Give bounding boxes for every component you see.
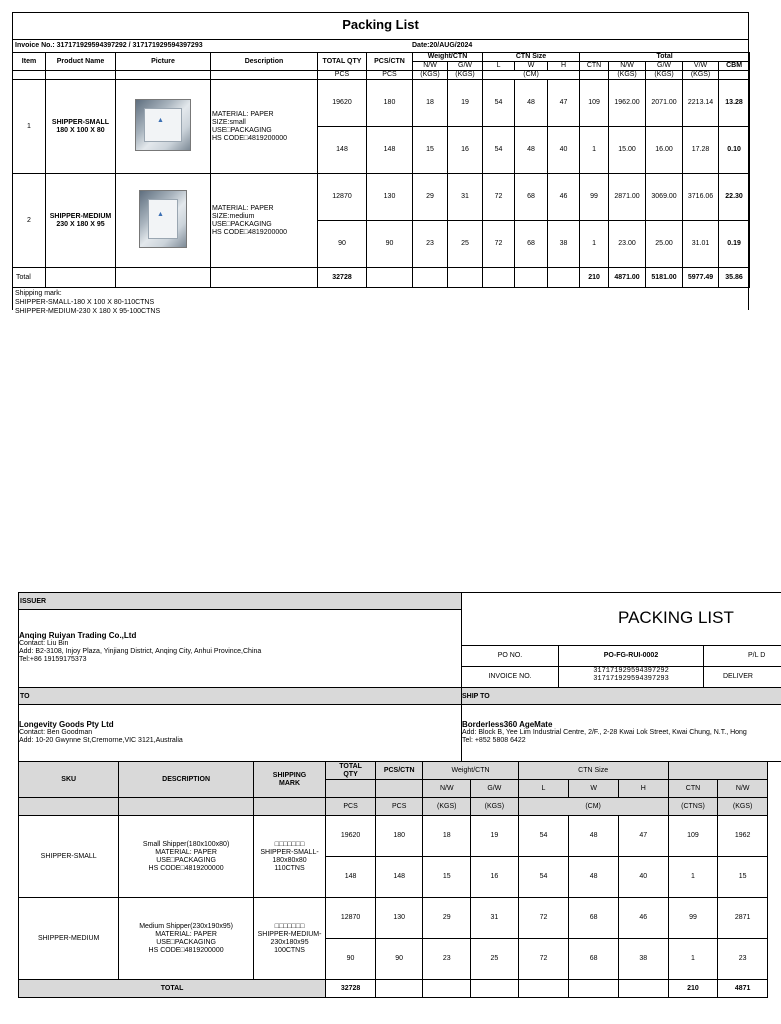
table-cell: 90 [318, 221, 367, 268]
table-cell: 1 [580, 221, 609, 268]
table-cell: 2871 [718, 898, 768, 939]
description-line: USE□PACKAGING [212, 220, 272, 228]
table-cell: 99 [580, 174, 609, 221]
product-description [119, 816, 253, 898]
table-cell: 1 [580, 127, 609, 174]
col-pcs-ctn: PCS/CTN [375, 762, 423, 780]
table-cell: 3716.06 [683, 174, 719, 221]
table-cell: 16.00 [646, 127, 683, 174]
table-cell: 68 [515, 174, 548, 221]
table-cell: 54 [518, 816, 569, 857]
table-cell: 38 [548, 221, 580, 268]
invoice-value-2: 317171929594397293 [593, 675, 669, 683]
table-cell: 180 [375, 816, 423, 857]
shipping-mark [253, 898, 325, 980]
unit-ctns: (CTNS) [668, 798, 718, 816]
table-cell: 0.10 [719, 127, 750, 174]
table-cell: 2071.00 [646, 80, 683, 127]
table-cell: 72 [483, 221, 515, 268]
col-pcs-ctn: PCS/CTN [367, 53, 413, 71]
table-cell: 17.28 [683, 127, 719, 174]
unit-pcs: PCS [326, 798, 376, 816]
description-line: USE□PACKAGING [156, 856, 216, 864]
to-address: Add: 10-20 Gwynne St,Cremorne,VIC 3121,Australia [19, 737, 183, 744]
description-line: USE□PACKAGING [156, 938, 216, 946]
product-picture [116, 174, 211, 268]
invoice-label: INVOICE NO. [488, 673, 532, 680]
table-cell: 0.19 [719, 221, 750, 268]
mark-line: 180x80x80 [272, 856, 307, 864]
table-cell: 18 [423, 816, 471, 857]
description-line: MATERIAL: PAPER [212, 204, 274, 212]
to-contact: Contact: Ben Goodman [19, 729, 93, 736]
unit-pcs: PCS [367, 71, 413, 80]
table-cell: 15 [413, 127, 448, 174]
total-qty: 32728 [326, 980, 376, 998]
col-gw: G/W [471, 780, 519, 798]
description-line: Medium Shipper(230x190x95) [139, 922, 233, 930]
table-cell: 23 [413, 221, 448, 268]
table-cell: 23 [423, 939, 471, 980]
unit-kgs: (KGS) [683, 71, 719, 80]
table-cell: 1 [668, 857, 718, 898]
ship-to-tel: Tel: +852 5808 6422 [462, 737, 526, 744]
table-cell: 109 [580, 80, 609, 127]
product-name: SHIPPER-SMALL 180 X 100 X 80 [46, 80, 116, 174]
table-cell: 15 [718, 857, 768, 898]
col-gw: G/W [448, 62, 483, 71]
description-line: USE□PACKAGING [212, 126, 272, 134]
table-cell: 13.28 [719, 80, 750, 127]
table-cell: 23.00 [609, 221, 646, 268]
table-cell: 38 [618, 939, 668, 980]
table-cell: 19 [471, 816, 519, 857]
total-gw: 5181.00 [646, 268, 683, 288]
table-cell: 25 [448, 221, 483, 268]
table-cell: 47 [618, 816, 668, 857]
col-shipping-mark: SHIPPING MARK [253, 762, 325, 798]
description-line: MATERIAL: PAPER [155, 848, 217, 856]
unit-cm: (CM) [518, 798, 668, 816]
product-description [211, 80, 318, 174]
table-row [13, 174, 750, 221]
unit-cm: (CM) [483, 71, 580, 80]
table-cell: 54 [518, 857, 569, 898]
table-cell: 148 [318, 127, 367, 174]
col-nw: N/W [413, 62, 448, 71]
col-product: Product Name [46, 53, 116, 71]
brand-logo-icon: ▲ [157, 117, 164, 124]
description-line: HS CODE□4819200000 [212, 228, 288, 236]
total-nw: 4871.00 [609, 268, 646, 288]
table-cell: 72 [483, 174, 515, 221]
col-nw: N/W [423, 780, 471, 798]
table-cell: 40 [548, 127, 580, 174]
table-cell: 1 [668, 939, 718, 980]
col-sku: SKU [19, 762, 119, 798]
item-number: 1 [13, 80, 46, 174]
description-line: MATERIAL: PAPER [155, 930, 217, 938]
col-total-gw: G/W [646, 62, 683, 71]
total-qty: 32728 [318, 268, 367, 288]
table-row [13, 80, 750, 127]
table-cell: 1962.00 [609, 80, 646, 127]
shipping-mark [253, 816, 325, 898]
invoice-date: Date:20/AUG/2024 [412, 42, 473, 49]
ship-to-company: Borderless360 AgeMate [462, 720, 553, 729]
table-cell: 99 [668, 898, 718, 939]
product-description [119, 898, 253, 980]
mark-line: SHIPPER-MEDIUM- [257, 930, 322, 938]
table-cell: 16 [471, 857, 519, 898]
sheet1-table [12, 52, 750, 288]
table-cell: 31 [471, 898, 519, 939]
product-photo [135, 99, 191, 151]
mark-line: 100CTNS [274, 946, 305, 954]
col-total-nw: N/W [609, 62, 646, 71]
col-w: W [515, 62, 548, 71]
unit-pcs: PCS [375, 798, 423, 816]
table-cell: 25.00 [646, 221, 683, 268]
total-vw: 5977.49 [683, 268, 719, 288]
po-value: PO-FG-RUI-0002 [603, 652, 659, 659]
table-cell: 90 [326, 939, 376, 980]
table-cell: 48 [569, 816, 619, 857]
table-cell: 54 [483, 127, 515, 174]
table-cell: 68 [515, 221, 548, 268]
col-total: Total [580, 53, 750, 62]
issuer-address: Add: B2-3108, Injoy Plaza, Yinjiang District, Anqing City, Anhui Province,China [19, 648, 262, 655]
col-weight: Weight/CTN [423, 762, 518, 780]
sku: SHIPPER-SMALL [19, 816, 119, 898]
table-cell: 130 [375, 898, 423, 939]
description-line: HS CODE□4819200000 [148, 864, 224, 872]
po-label: PO NO. [497, 652, 523, 659]
sheet2-table [18, 761, 768, 998]
issuer-label: ISSUER [20, 598, 47, 605]
unit-kgs: (KGS) [718, 798, 768, 816]
invoice-number: Invoice No.: 317171929594397292 / 317171929594397293 [15, 42, 203, 49]
invoice-value-1: 317171929594397292 [593, 667, 669, 675]
table-cell: 3069.00 [646, 174, 683, 221]
shipper-box [148, 199, 178, 239]
description-line: SIZE:medium [212, 212, 255, 220]
col-ctn: CTN [580, 62, 609, 71]
mark-line: 110CTNS [274, 864, 305, 872]
col-total-qty: TOTAL QTY [326, 762, 376, 780]
to-label: TO [20, 693, 30, 700]
col-l: L [483, 62, 515, 71]
table-cell: 19 [448, 80, 483, 127]
table-cell: 19620 [326, 816, 376, 857]
table-cell: 22.30 [719, 174, 750, 221]
unit-kgs: (KGS) [646, 71, 683, 80]
table-cell: 40 [618, 857, 668, 898]
table-cell: 12870 [318, 174, 367, 221]
col-h: H [548, 62, 580, 71]
sheet2-title: PACKING LIST [618, 608, 734, 627]
table-cell: 48 [515, 127, 548, 174]
description-line: HS CODE□4819200000 [212, 134, 288, 142]
mark-line: □□□□□□□ [274, 840, 305, 848]
table-row [19, 898, 768, 939]
table-cell: 48 [569, 857, 619, 898]
col-h: H [618, 780, 668, 798]
table-cell: 29 [423, 898, 471, 939]
total-ctn: 210 [668, 980, 718, 998]
mark-line: SHIPPER-SMALL- [260, 848, 319, 856]
table-cell: 148 [326, 857, 376, 898]
col-ctn: CTN [668, 780, 718, 798]
table-cell: 148 [375, 857, 423, 898]
table-cell: 68 [569, 939, 619, 980]
table-cell: 72 [518, 898, 569, 939]
unit-kgs: (KGS) [448, 71, 483, 80]
unit-kgs: (KGS) [609, 71, 646, 80]
table-cell: 90 [367, 221, 413, 268]
sheet1-title: Packing List [342, 17, 419, 32]
table-cell: 148 [367, 127, 413, 174]
table-cell: 12870 [326, 898, 376, 939]
col-w: W [569, 780, 619, 798]
issuer-name: Anqing Ruiyan Trading Co.,Ltd [19, 631, 137, 640]
table-cell: 23 [718, 939, 768, 980]
description-line: Small Shipper(180x100x80) [142, 840, 230, 848]
product-picture [116, 80, 211, 174]
mark-line: □□□□□□□ [274, 922, 305, 930]
col-description: DESCRIPTION [119, 762, 253, 798]
table-cell: 54 [483, 80, 515, 127]
table-cell: 48 [515, 80, 548, 127]
ship-to-label: SHIP TO [462, 693, 490, 700]
table-cell: 29 [413, 174, 448, 221]
table-cell: 109 [668, 816, 718, 857]
table-cell: 15 [423, 857, 471, 898]
description-line: HS CODE□4819200000 [148, 946, 224, 954]
table-cell: 47 [548, 80, 580, 127]
table-cell: 90 [375, 939, 423, 980]
table-cell: 72 [518, 939, 569, 980]
product-name: SHIPPER-MEDIUM 230 X 180 X 95 [46, 174, 116, 268]
product-photo [139, 190, 187, 248]
col-vw: V/W [683, 62, 719, 71]
table-cell: 68 [569, 898, 619, 939]
brand-logo-icon: ▲ [157, 211, 164, 218]
col-l: L [518, 780, 569, 798]
col-total-nw: N/W [718, 780, 768, 798]
pl-date-label: P/L D [748, 652, 766, 659]
table-row [19, 816, 768, 857]
unit-kgs: (KGS) [471, 798, 519, 816]
table-cell: 46 [548, 174, 580, 221]
to-company: Longevity Goods Pty Ltd [19, 720, 114, 729]
table-cell: 31.01 [683, 221, 719, 268]
description-line: SIZE:small [212, 118, 246, 126]
col-ctn-size: CTN Size [518, 762, 668, 780]
table-cell: 25 [471, 939, 519, 980]
total-nw: 4871 [718, 980, 768, 998]
col-item: Item [13, 53, 46, 71]
col-cbm: CBM [719, 62, 750, 71]
total-label: TOTAL [19, 980, 326, 998]
table-cell: 15.00 [609, 127, 646, 174]
table-cell: 31 [448, 174, 483, 221]
ship-to-address: Add: Block B, Yee Lim Industrial Centre, 2/F., 2-28 Kwai Lok Street, Kwai Chung, N.T., Hong [462, 729, 747, 736]
table-cell: 1962 [718, 816, 768, 857]
sku: SHIPPER-MEDIUM [19, 898, 119, 980]
deliver-label: DELIVER [723, 673, 753, 680]
mark-line: 230x180x95 [270, 938, 309, 946]
table-cell: 19620 [318, 80, 367, 127]
item-number: 2 [13, 174, 46, 268]
table-cell: 2213.14 [683, 80, 719, 127]
shipping-mark: Shipping mark: SHIPPER-SMALL-180 X 100 X 80-110CTNS SHIPPER-MEDIUM-230 X 180 X 95-100CTNS [15, 290, 161, 315]
table-cell: 130 [367, 174, 413, 221]
product-description [211, 174, 318, 268]
total-label: Total [13, 268, 46, 288]
col-picture: Picture [116, 53, 211, 71]
col-total-qty: TOTAL QTY [318, 53, 367, 71]
unit-kgs: (KGS) [413, 71, 448, 80]
total-ctn: 210 [580, 268, 609, 288]
table-cell: 2871.00 [609, 174, 646, 221]
table-cell: 180 [367, 80, 413, 127]
issuer-tel: Tel:+86 19159175373 [19, 656, 87, 663]
table-cell: 46 [618, 898, 668, 939]
col-description: Description [211, 53, 318, 71]
table-cell: 16 [448, 127, 483, 174]
issuer-contact: Contact: Liu Bin [19, 640, 69, 647]
unit-pcs: PCS [318, 71, 367, 80]
shipper-box [144, 108, 182, 142]
unit-kgs: (KGS) [423, 798, 471, 816]
total-cbm: 35.86 [719, 268, 750, 288]
description-line: MATERIAL: PAPER [212, 110, 274, 118]
col-ctn-size: CTN Size [483, 53, 580, 62]
col-weight: Weight/CTN [413, 53, 483, 62]
table-cell: 18 [413, 80, 448, 127]
